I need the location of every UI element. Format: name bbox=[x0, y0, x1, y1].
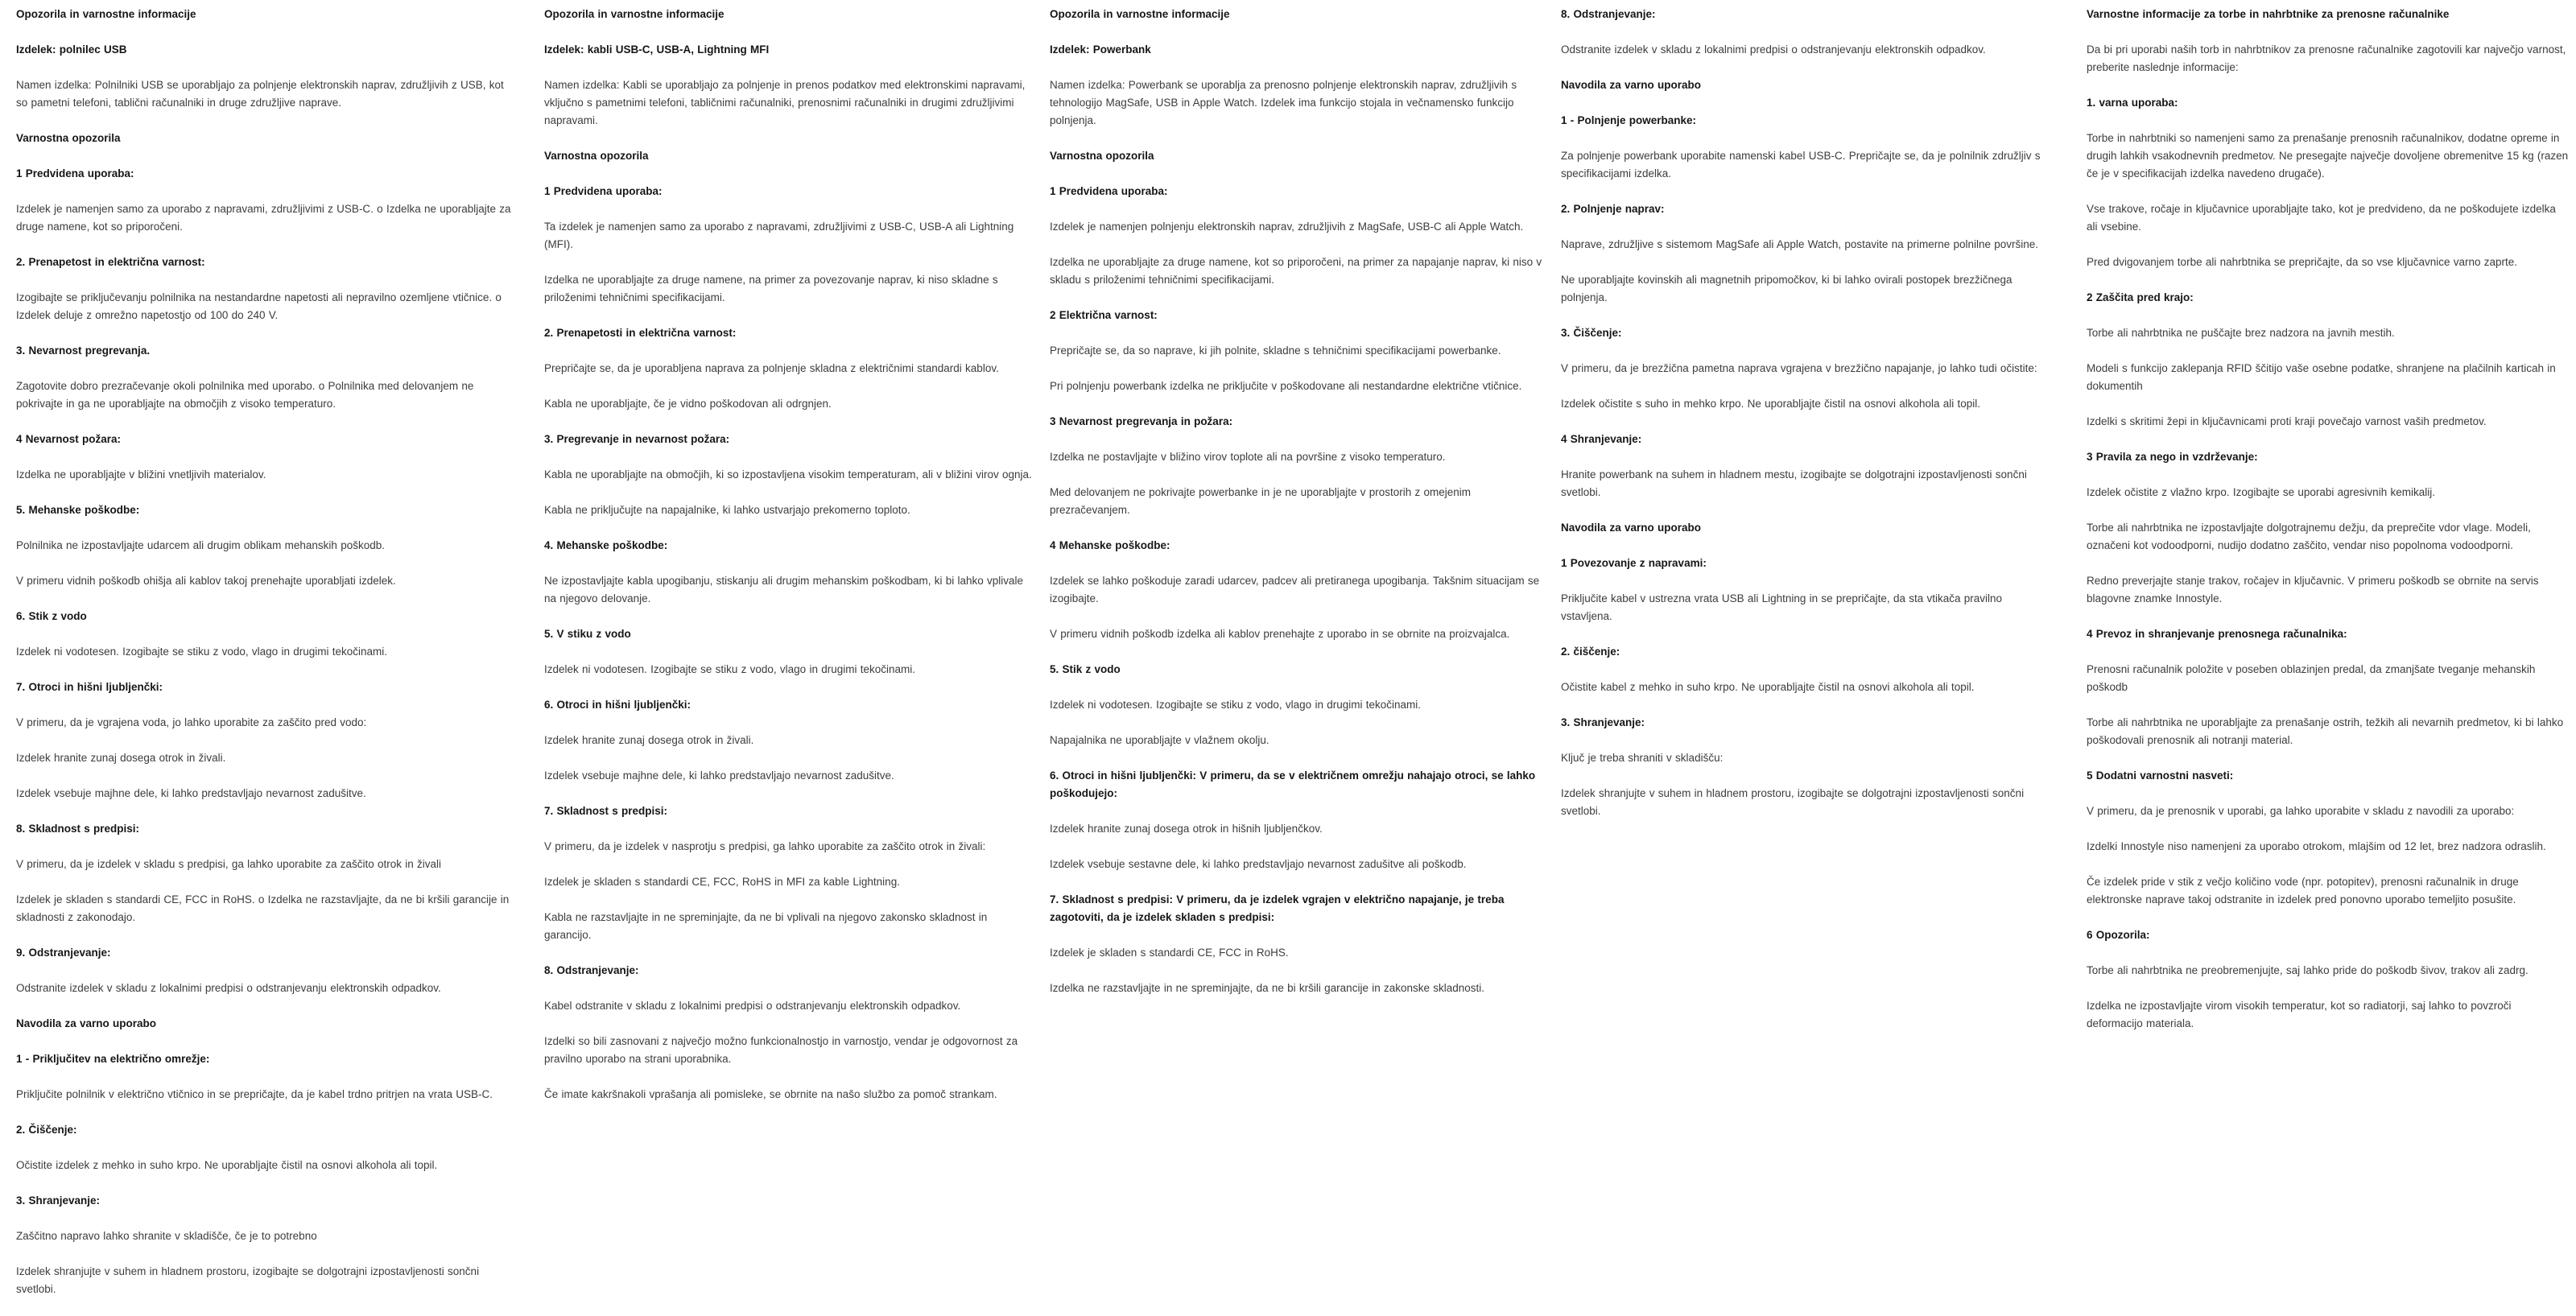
paragraph-powerbank-safety: Pri polnjenju powerbank izdelka ne priključite v poškodovane ali nestandardne električne vtičnice. bbox=[1050, 380, 1522, 392]
section-heading-usb-charger-safety: 9. Odstranjevanje: bbox=[16, 947, 111, 959]
paragraph-laptop-bags-safety: Modeli s funkcijo zaklepanja RFID ščitijo vaše osebne podatke, shranjene na plačilnih karticah in dokumentih bbox=[2087, 362, 2556, 392]
section-title-cables-safety: Varnostna opozorila bbox=[544, 150, 649, 162]
section-heading-powerbank-safe-use-and-cable-use: 1 - Polnjenje powerbanke: bbox=[1561, 114, 1697, 126]
section-heading-powerbank-safety: 3 Nevarnost pregrevanja in požara: bbox=[1050, 415, 1233, 427]
paragraph-laptop-bags-safety: Prenosni računalnik položite v poseben oblazinjen predal, da zmanjšate tveganje mehanskih poškodb bbox=[2087, 663, 2536, 693]
paragraph-cables-safety: Izdelki so bili zasnovani z največjo možno funkcionalnostjo in varnostjo, vendar je odgovornost za pravilno uporabo na strani uporabnika. bbox=[544, 1035, 1018, 1065]
paragraph-usb-charger-safety: Namen izdelka: Polnilniki USB se uporabljajo za polnjenje elektronskih naprav, združljivih z USB, kot so pametni telefoni, tablični računalniki in druge združljive naprave. bbox=[16, 79, 504, 109]
paragraph-cables-safety: Kabel odstranite v skladu z lokalnimi predpisi o odstranjevanju elektronskih odpadkov. bbox=[544, 1000, 961, 1012]
paragraph-cables-safety: Če imate kakršnakoli vprašanja ali pomisleke, se obrnite na našo službo za pomoč strankam. bbox=[544, 1088, 997, 1100]
section-title-usb-charger-safety: Opozorila in varnostne informacije bbox=[16, 8, 196, 20]
paragraph-powerbank-safe-use-and-cable-use: Priključite kabel v ustrezna vrata USB ali Lightning in se prepričajte, da sta vtikača pravilno vstavljena. bbox=[1561, 592, 2003, 622]
section-heading-powerbank-safe-use-and-cable-use: 4 Shranjevanje: bbox=[1561, 433, 1642, 445]
paragraph-cables-safety: Izdelek ni vodotesen. Izogibajte se stiku z vodo, vlago in drugimi tekočinami. bbox=[544, 663, 915, 675]
section-title-usb-charger-safety: Navodila za varno uporabo bbox=[16, 1017, 157, 1029]
column-cables-safety bbox=[544, 6, 1037, 1121]
paragraph-usb-charger-safety: Izogibajte se priključevanju polnilnika na nestandardne napetosti ali nepravilno ozemljene vtičnice. o Izdelek deluje z omrežno napetostjo od 100 do 240 V. bbox=[16, 291, 502, 321]
section-heading-powerbank-safety: 2 Električna varnost: bbox=[1050, 309, 1158, 321]
section-heading-cables-safety: 5. V stiku z vodo bbox=[544, 628, 631, 640]
paragraph-cables-safety: Izdelek vsebuje majhne dele, ki lahko predstavljajo nevarnost zadušitve. bbox=[544, 769, 894, 782]
paragraph-powerbank-safe-use-and-cable-use: V primeru, da je brezžična pametna naprava vgrajena v brezžično napajanje, jo lahko tudi očistite: bbox=[1561, 362, 2037, 374]
paragraph-cables-safety: Izdelek hranite zunaj dosega otrok in živali. bbox=[544, 734, 754, 746]
section-title-powerbank-safe-use-and-cable-use: Navodila za varno uporabo bbox=[1561, 79, 1702, 91]
paragraph-powerbank-safe-use-and-cable-use: Naprave, združljive s sistemom MagSafe ali Apple Watch, postavite na primerne polnilne površine. bbox=[1561, 238, 2039, 250]
paragraph-usb-charger-safety: Izdelek je namenjen samo za uporabo z napravami, združljivimi z USB-C. o Izdelka ne uporabljajte za druge namene, kot so priporočeni. bbox=[16, 203, 511, 233]
section-heading-laptop-bags-safety: 6 Opozorila: bbox=[2087, 929, 2150, 941]
paragraph-cables-safety: Ta izdelek je namenjen samo za uporabo z napravami, združljivimi z USB-C, USB-A ali Lightning (MFI). bbox=[544, 221, 1014, 250]
paragraph-laptop-bags-safety: Torbe ali nahrbtnika ne izpostavljajte dolgotrajnemu dežju, da preprečite vdor vlage. Modeli, označeni kot vodoodporni, nudijo dodatno zaščito, vendar niso popolnoma vodoodporni. bbox=[2087, 522, 2531, 551]
paragraph-laptop-bags-safety: Redno preverjajte stanje trakov, ročajev in ključavnic. V primeru poškodb se obrnite na servis blagovne znamke Innostyle. bbox=[2087, 575, 2539, 604]
paragraph-powerbank-safety: Izdelek je namenjen polnjenju elektronskih naprav, združljivih z MagSafe, USB-C ali Apple Watch. bbox=[1050, 221, 1524, 233]
paragraph-usb-charger-safety: Izdelek hranite zunaj dosega otrok in živali. bbox=[16, 752, 226, 764]
section-heading-usb-charger-safety: 2. Čiščenje: bbox=[16, 1124, 77, 1136]
paragraph-usb-charger-safety: Polnilnika ne izpostavljajte udarcem ali drugim oblikam mehanskih poškodb. bbox=[16, 539, 385, 551]
paragraph-cables-safety: Ne izpostavljajte kabla upogibanju, stiskanju ali drugim mehanskim poškodbam, ki bi lahko vplivale na njegovo delovanje. bbox=[544, 575, 1024, 604]
section-heading-laptop-bags-safety: 1. varna uporaba: bbox=[2087, 97, 2178, 109]
paragraph-usb-charger-safety: Odstranite izdelek v skladu z lokalnimi predpisi o odstranjevanju elektronskih odpadkov. bbox=[16, 982, 441, 994]
section-heading-powerbank-safety: 5. Stik z vodo bbox=[1050, 663, 1121, 675]
paragraph-powerbank-safety: Izdelek ni vodotesen. Izogibajte se stiku z vodo, vlago in drugimi tekočinami. bbox=[1050, 699, 1421, 711]
paragraph-usb-charger-safety: Zagotovite dobro prezračevanje okoli polnilnika med uporabo. o Polnilnika med delovanjem ne pokrivajte in ga ne uporabljajte na območjih z visoko temperaturo. bbox=[16, 380, 474, 410]
section-heading-cables-safety: 2. Prenapetosti in električna varnost: bbox=[544, 327, 737, 339]
paragraph-powerbank-safety: Izdelek vsebuje sestavne dele, ki lahko predstavljajo nevarnost zadušitve ali poškodb. bbox=[1050, 858, 1467, 870]
paragraph-usb-charger-safety: Zaščitno napravo lahko shranite v skladišče, če je to potrebno bbox=[16, 1230, 317, 1242]
section-heading-usb-charger-safety: 2. Prenapetost in električna varnost: bbox=[16, 256, 205, 268]
section-heading-laptop-bags-safety: 5 Dodatni varnostni nasveti: bbox=[2087, 769, 2234, 782]
paragraph-powerbank-safety: Med delovanjem ne pokrivajte powerbanke in je ne uporabljajte v prostorih z omejenim prezračevanjem. bbox=[1050, 486, 1472, 516]
paragraph-usb-charger-safety: Priključite polnilnik v električno vtičnico in se prepričajte, da je kabel trdno pritrjen na vrata USB-C. bbox=[16, 1088, 493, 1100]
section-heading-usb-charger-safety: 1 - Priključitev na električno omrežje: bbox=[16, 1053, 210, 1065]
section-heading-usb-charger-safety: 3. Nevarnost pregrevanja. bbox=[16, 344, 151, 357]
paragraph-laptop-bags-safety: Vse trakove, ročaje in ključavnice uporabljajte tako, kot je predvideno, da ne poškodujete izdelka ali vsebine. bbox=[2087, 203, 2556, 233]
section-title-usb-charger-safety: Varnostna opozorila bbox=[16, 132, 121, 144]
paragraph-powerbank-safety: Izdelka ne uporabljajte za druge namene, kot so priporočeni, na primer za napajanje naprav, ki niso v skladu s priloženimi tehničnimi specifikacijami. bbox=[1050, 256, 1542, 286]
paragraph-usb-charger-safety: Izdelek vsebuje majhne dele, ki lahko predstavljajo nevarnost zadušitve. bbox=[16, 787, 366, 799]
section-title-cables-safety: Opozorila in varnostne informacije bbox=[544, 8, 724, 20]
paragraph-usb-charger-safety: Izdelek ni vodotesen. Izogibajte se stiku z vodo, vlago in drugimi tekočinami. bbox=[16, 646, 387, 658]
section-heading-powerbank-safety: 4 Mehanske poškodbe: bbox=[1050, 539, 1170, 551]
paragraph-usb-charger-safety: Izdelek je skladen s standardi CE, FCC in RoHS. o Izdelka ne razstavljajte, da ne bi kršili garancije in skladnosti z zakonodajo. bbox=[16, 893, 510, 923]
paragraph-powerbank-safe-use-and-cable-use: Hranite powerbank na suhem in hladnem mestu, izogibajte se dolgotrajni izpostavljenosti sončni svetlobi. bbox=[1561, 468, 2027, 498]
paragraph-laptop-bags-safety: Izdelki Innostyle niso namenjeni za uporabo otrokom, mlajšim od 12 let, brez nadzora odraslih. bbox=[2087, 840, 2546, 852]
paragraph-laptop-bags-safety: Da bi pri uporabi naših torb in nahrbtnikov za prenosne računalnike zagotovili kar največjo varnost, preberite naslednje informacije: bbox=[2087, 43, 2566, 73]
paragraph-powerbank-safety: Izdelek se lahko poškoduje zaradi udarcev, padcev ali pretiranega upogibanja. Takšnim situacijam se izogibajte. bbox=[1050, 575, 1540, 604]
paragraph-cables-safety: Izdelka ne uporabljajte za druge namene, na primer za povezovanje naprav, ki niso skladne s priloženimi tehničnimi specifikacijami. bbox=[544, 274, 998, 303]
paragraph-laptop-bags-safety: Izdelek očistite z vlažno krpo. Izogibajte se uporabi agresivnih kemikalij. bbox=[2087, 486, 2435, 498]
paragraph-powerbank-safety: Izdelek je skladen s standardi CE, FCC in RoHS. bbox=[1050, 947, 1289, 959]
paragraph-laptop-bags-safety: Torbe ali nahrbtnika ne puščajte brez nadzora na javnih mestih. bbox=[2087, 327, 2395, 339]
paragraph-laptop-bags-safety: Torbe ali nahrbtnika ne preobremenjujte, saj lahko pride do poškodb šivov, trakov ali zadrg. bbox=[2087, 964, 2529, 976]
paragraph-powerbank-safety: Namen izdelka: Powerbank se uporablja za prenosno polnjenje elektronskih naprav, združljivih s tehnologijo MagSafe, USB in Apple Watch. Izdelek ima funkcijo stojala in večnamensko funkcijo polnjenja. bbox=[1050, 79, 1517, 126]
paragraph-cables-safety: Izdelek je skladen s standardi CE, FCC, RoHS in MFI za kable Lightning. bbox=[544, 876, 900, 888]
paragraph-usb-charger-safety: V primeru, da je vgrajena voda, jo lahko uporabite za zaščito pred vodo: bbox=[16, 716, 367, 728]
paragraph-usb-charger-safety: Očistite izdelek z mehko in suho krpo. Ne uporabljajte čistil na osnovi alkohola ali topil. bbox=[16, 1159, 438, 1171]
paragraph-cables-safety: Prepričajte se, da je uporabljena naprava za polnjenje skladna z električnimi standardi kablov. bbox=[544, 362, 999, 374]
section-heading-cables-safety: 1 Predvidena uporaba: bbox=[544, 185, 663, 197]
paragraph-cables-safety: Kabla ne priključujte na napajalnike, ki lahko ustvarjajo prekomerno toploto. bbox=[544, 504, 910, 516]
paragraph-powerbank-safety: Prepričajte se, da so naprave, ki jih polnite, skladne s tehničnimi specifikacijami powerbanke. bbox=[1050, 344, 1501, 357]
column-powerbank-safe-use bbox=[1561, 6, 2057, 838]
section-heading-cables-safety: 7. Skladnost s predpisi: bbox=[544, 805, 668, 817]
paragraph-powerbank-safe-use-and-cable-use: Izdelek shranjujte v suhem in hladnem prostoru, izogibajte se dolgotrajni izpostavljenosti sončni svetlobi. bbox=[1561, 787, 2025, 817]
section-heading-cables-safety: 6. Otroci in hišni ljubljenčki: bbox=[544, 699, 691, 711]
column-laptop-bags-safety bbox=[2087, 6, 2570, 1050]
section-heading-cables-safety: 8. Odstranjevanje: bbox=[544, 964, 639, 976]
section-heading-laptop-bags-safety: 4 Prevoz in shranjevanje prenosnega računalnika: bbox=[2087, 628, 2347, 640]
paragraph-cables-safety: Kabla ne uporabljajte na območjih, ki so izpostavljena visokim temperaturam, ali v bližini virov ognja. bbox=[544, 468, 1032, 481]
section-title-cables-safety: Izdelek: kabli USB-C, USB-A, Lightning MFI bbox=[544, 43, 770, 56]
section-heading-usb-charger-safety: 8. Skladnost s predpisi: bbox=[16, 823, 140, 835]
section-heading-usb-charger-safety: 4 Nevarnost požara: bbox=[16, 433, 122, 445]
section-heading-cables-safety: 4. Mehanske poškodbe: bbox=[544, 539, 668, 551]
section-heading-cables-safety: 3. Pregrevanje in nevarnost požara: bbox=[544, 433, 730, 445]
paragraph-cables-safety: Kabla ne uporabljajte, če je vidno poškodovan ali odrgnjen. bbox=[544, 398, 832, 410]
column-powerbank-safety bbox=[1050, 6, 1546, 1015]
paragraph-laptop-bags-safety: Izdelka ne izpostavljajte virom visokih temperatur, kot so radiatorji, saj lahko to povzroči deformacijo materiala. bbox=[2087, 1000, 2512, 1029]
paragraph-laptop-bags-safety: Izdelki s skritimi žepi in ključavnicami proti kraji povečajo varnost vaših predmetov. bbox=[2087, 415, 2487, 427]
paragraph-powerbank-safe-use-and-cable-use: Očistite kabel z mehko in suho krpo. Ne uporabljajte čistil na osnovi alkohola ali topil. bbox=[1561, 681, 1975, 693]
column-usb-charger-safety bbox=[16, 6, 512, 1316]
paragraph-powerbank-safe-use-and-cable-use: Za polnjenje powerbank uporabite namenski kabel USB-C. Prepričajte se, da je polnilnik združljiv s specifikacijami izdelka. bbox=[1561, 150, 2041, 179]
paragraph-usb-charger-safety: V primeru, da je izdelek v skladu s predpisi, ga lahko uporabite za zaščito otrok in živali bbox=[16, 858, 442, 870]
paragraph-powerbank-safe-use-and-cable-use: Izdelek očistite s suho in mehko krpo. Ne uporabljajte čistil na osnovi alkohola ali topil. bbox=[1561, 398, 1981, 410]
section-heading-powerbank-safe-use-and-cable-use: 2. Polnjenje naprav: bbox=[1561, 203, 1665, 215]
paragraph-powerbank-safe-use-and-cable-use: Ključ je treba shraniti v skladišču: bbox=[1561, 752, 1724, 764]
paragraph-laptop-bags-safety: Pred dvigovanjem torbe ali nahrbtnika se prepričajte, da so vse ključavnice varno zaprte. bbox=[2087, 256, 2518, 268]
section-heading-usb-charger-safety: 7. Otroci in hišni ljubljenčki: bbox=[16, 681, 163, 693]
section-title-powerbank-safety: Izdelek: Powerbank bbox=[1050, 43, 1151, 56]
section-heading-usb-charger-safety: 5. Mehanske poškodbe: bbox=[16, 504, 140, 516]
paragraph-usb-charger-safety: Izdelka ne uporabljajte v bližini vnetljivih materialov. bbox=[16, 468, 266, 481]
section-heading-powerbank-safety: 1 Predvidena uporaba: bbox=[1050, 185, 1168, 197]
paragraph-cables-safety: Kabla ne razstavljajte in ne spreminjajte, da ne bi vplivali na njegovo zakonsko skladnost in garancijo. bbox=[544, 911, 988, 941]
paragraph-laptop-bags-safety: Če izdelek pride v stik z večjo količino vode (npr. potopitev), prenosni računalnik in druge elektronske naprave takoj odstranite in izdelek pred ponovno uporabo temeljito posušite. bbox=[2087, 876, 2519, 906]
paragraph-powerbank-safe-use-and-cable-use: Odstranite izdelek v skladu z lokalnimi predpisi o odstranjevanju elektronskih odpadkov. bbox=[1561, 43, 1986, 56]
paragraph-powerbank-safety: Napajalnika ne uporabljajte v vlažnem okolju. bbox=[1050, 734, 1269, 746]
section-title-usb-charger-safety: Izdelek: polnilec USB bbox=[16, 43, 127, 56]
section-heading-powerbank-safety: 7. Skladnost s predpisi: V primeru, da je izdelek vgrajen v električno napajanje, je treba zagotoviti, da je izdelek skladen s predpisi: bbox=[1050, 893, 1505, 923]
section-title-laptop-bags-safety: Varnostne informacije za torbe in nahrbtnike za prenosne računalnike bbox=[2087, 8, 2450, 20]
paragraph-laptop-bags-safety: V primeru, da je prenosnik v uporabi, ga lahko uporabite v skladu z navodili za uporabo: bbox=[2087, 805, 2515, 817]
paragraph-usb-charger-safety: V primeru vidnih poškodb ohišja ali kablov takoj prenehajte uporabljati izdelek. bbox=[16, 575, 396, 587]
section-heading-powerbank-safe-use-and-cable-use: 2. čiščenje: bbox=[1561, 646, 1620, 658]
paragraph-laptop-bags-safety: Torbe in nahrbtniki so namenjeni samo za prenašanje prenosnih računalnikov, dodatne opreme in drugih lahkih vsakodnevnih predmetov. Ne presegajte največje dovoljene obremenitve 15 kg (razen če je v specifikacijah izdelka navedeno drugače). bbox=[2087, 132, 2569, 179]
paragraph-powerbank-safety: Izdelka ne postavljajte v bližino virov toplote ali na površine z visoko temperaturo. bbox=[1050, 451, 1446, 463]
section-heading-usb-charger-safety: 6. Stik z vodo bbox=[16, 610, 87, 622]
section-heading-powerbank-safe-use-and-cable-use: 3. Čiščenje: bbox=[1561, 327, 1622, 339]
paragraph-usb-charger-safety: Izdelek shranjujte v suhem in hladnem prostoru, izogibajte se dolgotrajni izpostavljenosti sončni svetlobi. bbox=[16, 1265, 480, 1295]
section-heading-laptop-bags-safety: 2 Zaščita pred krajo: bbox=[2087, 291, 2194, 303]
section-title-powerbank-safety: Opozorila in varnostne informacije bbox=[1050, 8, 1230, 20]
section-title-powerbank-safety: Varnostna opozorila bbox=[1050, 150, 1154, 162]
section-heading-powerbank-safe-use-and-cable-use: 8. Odstranjevanje: bbox=[1561, 8, 1656, 20]
section-heading-laptop-bags-safety: 3 Pravila za nego in vzdrževanje: bbox=[2087, 451, 2258, 463]
paragraph-powerbank-safety: Izdelka ne razstavljajte in ne spreminjajte, da ne bi kršili garancije in zakonske skladnosti. bbox=[1050, 982, 1485, 994]
paragraph-cables-safety: Namen izdelka: Kabli se uporabljajo za polnjenje in prenos podatkov med elektronskimi napravami, vključno s pametnimi telefoni, tabličnimi računalniki, prenosnimi računalniki in drugimi združljivimi napravami. bbox=[544, 79, 1026, 126]
section-heading-powerbank-safe-use-and-cable-use: 1 Povezovanje z napravami: bbox=[1561, 557, 1707, 569]
paragraph-laptop-bags-safety: Torbe ali nahrbtnika ne uporabljajte za prenašanje ostrih, težkih ali nevarnih predmetov, ki bi lahko poškodovali prenosnik ali notranji material. bbox=[2087, 716, 2564, 746]
section-heading-usb-charger-safety: 3. Shranjevanje: bbox=[16, 1194, 101, 1207]
paragraph-powerbank-safety: Izdelek hranite zunaj dosega otrok in hišnih ljubljenčkov. bbox=[1050, 823, 1323, 835]
section-heading-powerbank-safety: 6. Otroci in hišni ljubljenčki: V primeru, da se v električnem omrežju nahajajo otroci, se lahko poškodujejo: bbox=[1050, 769, 1536, 799]
section-heading-powerbank-safe-use-and-cable-use: 3. Shranjevanje: bbox=[1561, 716, 1645, 728]
paragraph-cables-safety: V primeru, da je izdelek v nasprotju s predpisi, ga lahko uporabite za zaščito otrok in živali: bbox=[544, 840, 986, 852]
section-title-powerbank-safe-use-and-cable-use: Navodila za varno uporabo bbox=[1561, 522, 1702, 534]
section-heading-usb-charger-safety: 1 Predvidena uporaba: bbox=[16, 167, 134, 179]
paragraph-powerbank-safety: V primeru vidnih poškodb izdelka ali kablov prenehajte z uporabo in se obrnite na proizvajalca. bbox=[1050, 628, 1510, 640]
paragraph-powerbank-safe-use-and-cable-use: Ne uporabljajte kovinskih ali magnetnih pripomočkov, ki bi lahko ovirali postopek brezžičnega polnjenja. bbox=[1561, 274, 2013, 303]
